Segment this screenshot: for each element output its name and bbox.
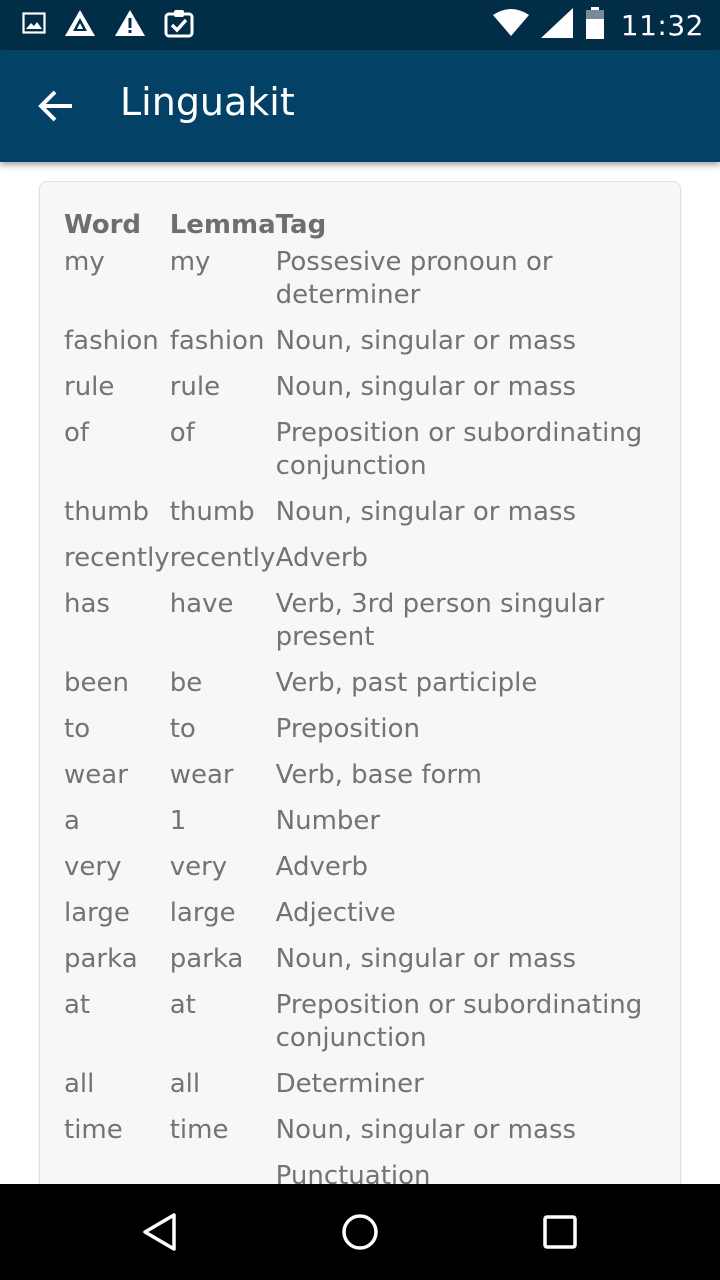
table-row [64, 943, 656, 989]
lemma-cell: of [169, 418, 195, 448]
table-header-row [64, 208, 656, 246]
word-cell: fashion [64, 326, 159, 356]
word-cell: all [64, 1069, 95, 1099]
lemma-cell: wear [169, 760, 234, 790]
tag-cell: Preposition or subordinating conjunction [275, 418, 643, 481]
tag-cell: Noun, singular or mass [275, 944, 577, 974]
signal-icon [541, 8, 573, 42]
word-cell: of [64, 418, 90, 448]
word-cell: to [64, 714, 91, 744]
word-cell: time [64, 1115, 123, 1145]
tag-cell: Adverb [275, 852, 369, 882]
app-bar [0, 50, 720, 162]
lemma-cell: very [169, 852, 228, 882]
table-row [64, 325, 656, 371]
nav-back-button[interactable] [132, 1206, 188, 1262]
tag-cell: Preposition or subordinating conjunction [275, 990, 643, 1053]
tag-cell: Verb, base form [275, 760, 482, 790]
word-cell: my [64, 247, 105, 277]
lemma-cell: have [169, 589, 234, 619]
table-row [64, 496, 656, 542]
recents-square-icon [540, 1212, 580, 1256]
table-row [64, 246, 656, 325]
word-cell: rule [64, 372, 115, 402]
table-row [64, 1114, 656, 1160]
lemma-cell: time [169, 1115, 229, 1145]
system-icons [493, 8, 704, 42]
tag-cell: Adverb [275, 543, 369, 573]
table-row [64, 713, 656, 759]
tag-cell: Number [275, 806, 381, 836]
back-triangle-icon [140, 1212, 180, 1256]
back-button[interactable] [30, 82, 82, 134]
word-cell: at [64, 990, 91, 1020]
lemma-cell: recently [169, 543, 276, 573]
app-logo-icon [64, 9, 96, 41]
table-row [64, 371, 656, 417]
lemma-cell: be [169, 668, 203, 698]
word-cell [64, 1160, 170, 1184]
table-row [64, 417, 656, 496]
table-row [64, 1068, 656, 1114]
lemma-cell [170, 1160, 276, 1184]
lemma-cell: 1 [169, 806, 187, 836]
app-title: Linguakit [120, 80, 295, 124]
table-row [64, 989, 656, 1068]
wifi-icon [493, 9, 529, 41]
tag-cell: Noun, singular or mass [275, 372, 577, 402]
lemma-cell: to [169, 714, 196, 744]
lemma-cell: fashion [169, 326, 265, 356]
word-cell: been [64, 668, 129, 698]
word-cell: large [64, 898, 130, 928]
table-row [64, 897, 656, 943]
header-lemma: Lemma [169, 210, 276, 240]
table-row [64, 588, 656, 667]
word-cell: has [64, 589, 110, 619]
lemma-cell: my [169, 247, 211, 277]
lemma-cell: large [169, 898, 236, 928]
tag-cell: Noun, singular or mass [275, 326, 577, 356]
tag-cell: Noun, singular or mass [275, 1115, 577, 1145]
tag-cell: Noun, singular or mass [275, 497, 577, 527]
table-row [64, 805, 656, 851]
notification-icons [22, 10, 194, 40]
tag-cell: Preposition [275, 714, 420, 744]
table-row [64, 667, 656, 713]
tag-cell: Adjective [275, 898, 396, 928]
nav-home-button[interactable] [332, 1206, 388, 1262]
content-scroll-area[interactable] [0, 162, 720, 1184]
tag-cell: Verb, 3rd person singular present [275, 589, 605, 652]
tagging-table [64, 208, 656, 1184]
header-tag: Tag [275, 210, 327, 240]
home-circle-icon [340, 1212, 380, 1256]
tag-cell: Punctuation [275, 1161, 431, 1184]
tag-cell: Possesive pronoun or determiner [275, 247, 553, 310]
result-card [39, 181, 681, 1184]
word-cell: parka [64, 944, 138, 974]
warning-icon [114, 9, 146, 41]
word-cell: very [64, 852, 122, 882]
battery-icon [585, 7, 605, 43]
table-row [64, 851, 656, 897]
image-icon [22, 11, 46, 39]
header-word: Word [64, 210, 142, 240]
lemma-cell: rule [169, 372, 221, 402]
table-row [64, 759, 656, 805]
status-time: 11:32 [620, 8, 704, 42]
status-bar [0, 0, 720, 50]
word-cell: thumb [64, 497, 149, 527]
clipboard-check-icon [164, 8, 194, 42]
tag-cell: Verb, past participle [275, 668, 538, 698]
arrow-back-icon [38, 88, 74, 128]
word-cell: a [64, 806, 80, 836]
tag-cell: Determiner [275, 1069, 424, 1099]
word-cell: wear [64, 760, 128, 790]
lemma-cell: thumb [169, 497, 255, 527]
nav-recents-button[interactable] [532, 1206, 588, 1262]
word-cell: recently [64, 543, 170, 573]
table-row [64, 542, 656, 588]
navigation-bar [0, 1184, 720, 1280]
table-row [64, 1160, 656, 1184]
lemma-cell: at [169, 990, 196, 1020]
lemma-cell: parka [169, 944, 244, 974]
lemma-cell: all [169, 1069, 201, 1099]
